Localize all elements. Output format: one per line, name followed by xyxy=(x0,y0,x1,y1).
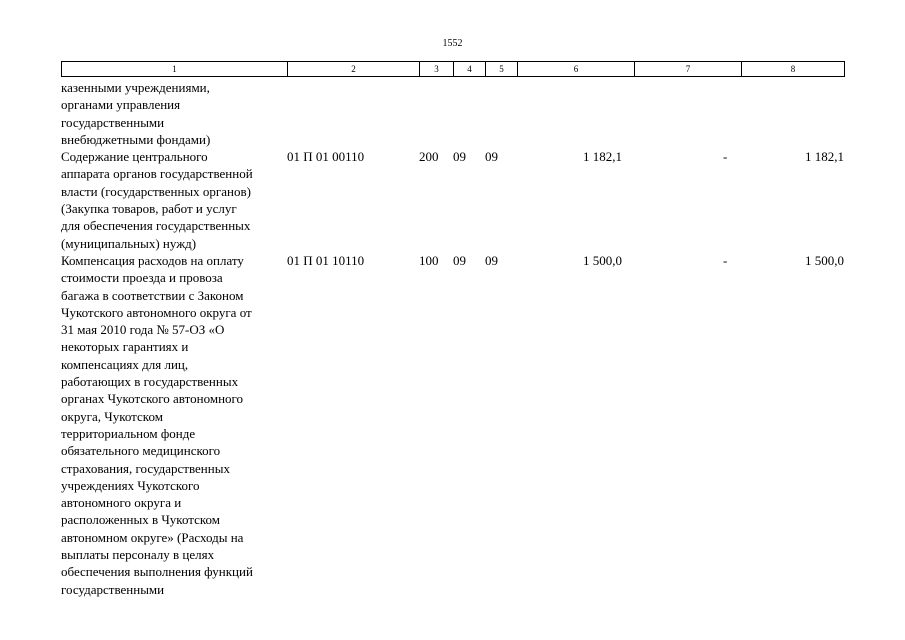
row-col-3: 200 xyxy=(419,149,439,165)
header-col-2: 2 xyxy=(288,62,420,77)
row-description: казенными учреждениями, органами управления государственными внебюджетными фондами) xyxy=(61,80,211,147)
row-col-3: 100 xyxy=(419,252,439,268)
header-col-3: 3 xyxy=(420,62,454,77)
header-col-8: 8 xyxy=(742,62,845,77)
row-col-4: 09 xyxy=(453,149,466,165)
header-col-5: 5 xyxy=(486,62,518,77)
row-col-5: 09 xyxy=(485,149,498,165)
row-col-7: - xyxy=(723,149,728,165)
header-col-7: 7 xyxy=(635,62,742,77)
row-description: Содержание центрального аппарата органов государственной власти (государственных органов) (Закупка товаров, работ и услуг для обеспечения государственных (муниципальных) нужд) xyxy=(61,149,253,251)
row-col-6: 1 500,0 xyxy=(583,252,622,268)
row-code: 01 П 01 10110 xyxy=(287,252,365,268)
row-col-6: 1 182,1 xyxy=(583,149,622,165)
row-col-8: 1 500,0 xyxy=(805,252,844,268)
table-row xyxy=(61,148,844,252)
header-col-6: 6 xyxy=(518,62,635,77)
row-col-7: - xyxy=(723,252,728,268)
page-number: 1552 xyxy=(442,38,463,49)
row-col-5: 09 xyxy=(485,252,498,268)
header-col-1: 1 xyxy=(62,62,288,77)
table-body xyxy=(61,79,844,598)
table-row xyxy=(61,252,844,598)
row-col-4: 09 xyxy=(453,252,466,268)
table-header xyxy=(61,61,845,77)
row-col-8: 1 182,1 xyxy=(805,149,844,165)
header-col-4: 4 xyxy=(454,62,486,77)
table-row xyxy=(61,79,844,148)
row-code: 01 П 01 00110 xyxy=(287,149,365,165)
row-description: Компенсация расходов на оплату стоимости проезда и провоза багажа в соответствии с Законом Чукотского автономного округа от 31 мая 2010 года № 57-ОЗ «О некоторых гарантиях и компенсациях для лиц, работающих в государственных органах Чукотского автономного округа, Чукотском территориальном фонде обязательного медицинского страхования, государственных учреждениях Чукотского автономного округа и расположенных в Чукотском автономном округе» (Расходы на выплаты персоналу в целях обеспечения выполнения функций государственными xyxy=(61,252,253,597)
